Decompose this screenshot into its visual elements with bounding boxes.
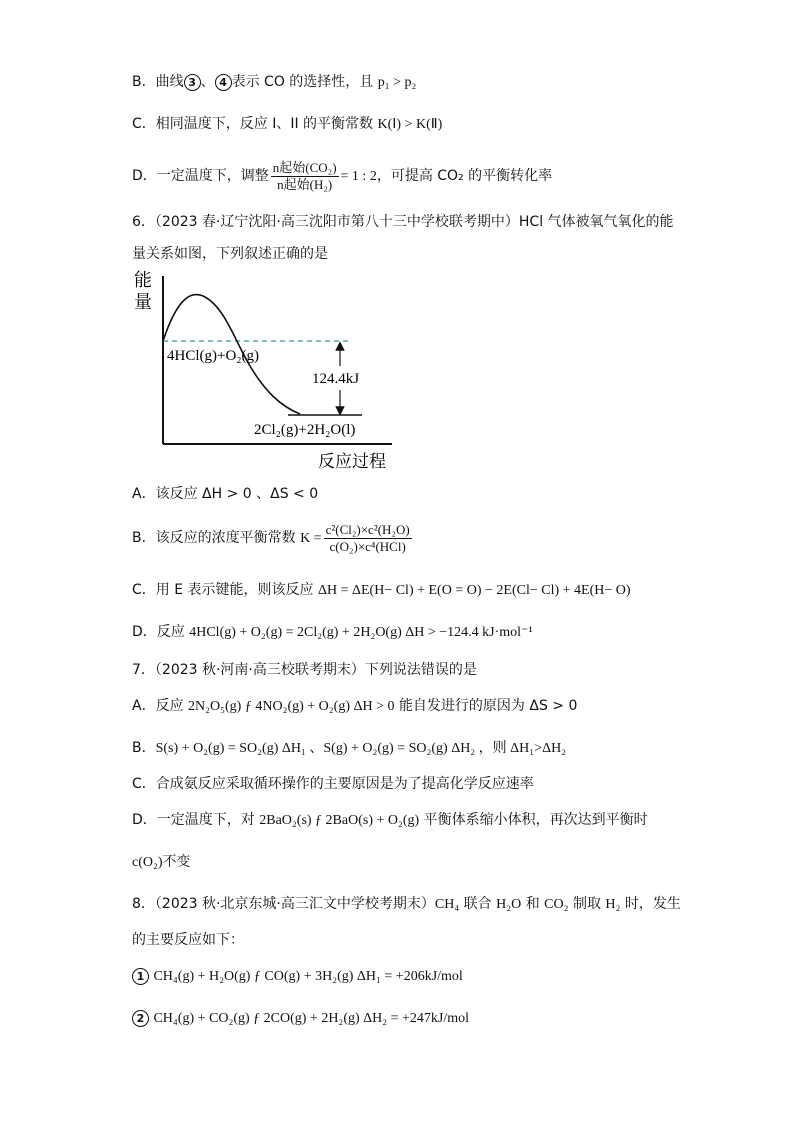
q8-reaction-1 [132,966,463,987]
fraction-denominator: n起始(H₂) [277,176,333,192]
q7-option-d-cont-math: c(O₂) [132,855,163,870]
q8-formula-co2: CO₂ [544,897,569,912]
x-axis-label: 反应过程 [318,452,386,472]
circled-number-3: 3 [184,74,201,91]
q5-option-d [132,158,552,195]
q8-reaction-2 [132,1008,469,1029]
q6-option-d-math: 4HCl(g) + O₂(g) = 2Cl₂(g) + 2H₂O(g) ΔH > −124.4 kJ·mol⁻¹ [189,625,533,640]
q7-option-b-math: S(s) + O₂(g) = SO₂(g) ΔH₁ 、S(g) + O₂(g) = SO₂(g) ΔH₂ ，则 ΔH₁>ΔH₂ [155,741,567,756]
products-label: 2Cl₂(g)+2H₂O(l) [254,422,356,438]
q7-option-a-text2: 能自发进行的原因为 ΔS > 0 [398,698,578,714]
fraction-numerator: c²(Cl₂)×c²(H₂O) [325,521,410,537]
q7-option-d-math: 2BaO₂(s) ƒ 2BaO(s) + O₂(g) [259,813,420,828]
q7-option-a-math: 2N₂O₅(g) ƒ 4NO₂(g) + O₂(g) ΔH > 0 [188,699,395,714]
q6-option-a: A．该反应 ΔH > 0 、ΔS < 0 [132,486,319,502]
q5-option-b [132,72,416,93]
q7-option-a-text: A．反应 [132,698,184,714]
q5-option-c-math: K(Ⅰ) > K(Ⅱ) [377,117,443,132]
q5-option-d-text2: ，可提高 CO₂ 的平衡转化率 [376,168,553,184]
q5-option-d-text: D．一定温度下，调整 [132,168,269,184]
q8-stem-line1 [132,894,681,915]
q6-option-b-text: B．该反应的浓度平衡常数 [132,530,296,546]
q8-stem-text4: 制取 [568,896,606,912]
q5-option-b-text2: 表示 CO 的选择性，且 [231,74,374,90]
q6-option-b-lhs: K = [300,531,322,546]
q8-stem-text2: 联合 [459,896,497,912]
q8-stem-line2: 的主要反应如下： [132,932,244,948]
q6-stem-line2: 量关系如图，下列叙述正确的是 [132,246,328,262]
q7-option-d [132,810,648,831]
q8-stem-text5: 时，发生 [620,896,681,912]
q8-formula-ch4: CH₄ [434,897,460,912]
fraction-numerator: n起始(CO₂) [272,159,337,175]
q7-option-a [132,696,577,717]
q6-option-d [132,622,533,643]
q8-formula-h2: H₂ [605,897,621,912]
y-axis-label-1: 能 [134,270,152,291]
q6-option-c-math: ΔH = ΔE(H− Cl) + E(O = O) − 2E(Cl− Cl) + 4E(H− O) [317,583,631,598]
circled-number-4: 4 [215,74,232,91]
q5-option-d-ratio: = 1 : 2 [340,169,377,184]
q7-option-d-text2: 平衡体系缩小体积，再次达到平衡时 [423,812,648,828]
q6-option-d-text: D．反应 [132,624,185,640]
q8-reaction-1-math: CH₄(g) + H₂O(g) ƒ CO(g) + 3H₂(g) ΔH₁ = +206kJ/mol [153,969,463,984]
q6-option-b-fraction [324,522,412,555]
q7-option-c: C．合成氨反应采取循环操作的主要原因是为了提高化学反应速率 [132,776,534,792]
q5-option-b-sep: 、 [200,74,215,90]
q5-option-b-math: p₁ > p₂ [377,75,417,90]
q7-option-b [132,738,566,759]
q8-stem-text3: 和 [521,896,545,912]
q8-formula-h2o: H₂O [496,897,522,912]
y-axis-label-2: 量 [134,292,152,313]
q8-reaction-2-math: CH₄(g) + CO₂(g) ƒ 2CO(g) + 2H₂(g) ΔH₂ = +247kJ/mol [153,1011,470,1026]
q7-option-b-text: B． [132,740,156,756]
q7-stem: 7．（2023 秋·河南·高三校联考期末）下列说法错误的是 [132,662,477,678]
q6-stem-line1: 6．（2023 春·辽宁沈阳·高三沈阳市第八十三中学校联考期中）HCl 气体被氧气氧化的能 [132,214,674,230]
q7-option-d-cont-text: 不变 [162,854,191,870]
q6-option-c-text: C．用 E 表示键能，则该反应 [132,582,314,598]
reactants-label: 4HCl(g)+O₂(g) [167,348,260,364]
fraction-denominator: c(O₂)×c⁴(HCl) [329,538,406,554]
q7-option-d-cont [132,852,191,873]
circled-number-1: 1 [132,968,149,985]
q5-option-c-text: C．相同温度下，反应 I、II 的平衡常数 [132,116,374,132]
q5-option-b-text: B．曲线 [132,74,184,90]
q7-option-d-text: D．一定温度下，对 [132,812,255,828]
energy-value-label: 124.4kJ [312,371,360,387]
q5-option-d-fraction [271,160,339,193]
q6-option-b [132,520,414,557]
q5-option-c [132,114,442,135]
q8-stem-text: 8．（2023 秋·北京东城·高三汇文中学校考期末） [132,896,435,912]
q6-option-c [132,580,631,601]
circled-number-2: 2 [132,1010,149,1027]
energy-diagram [130,266,400,476]
